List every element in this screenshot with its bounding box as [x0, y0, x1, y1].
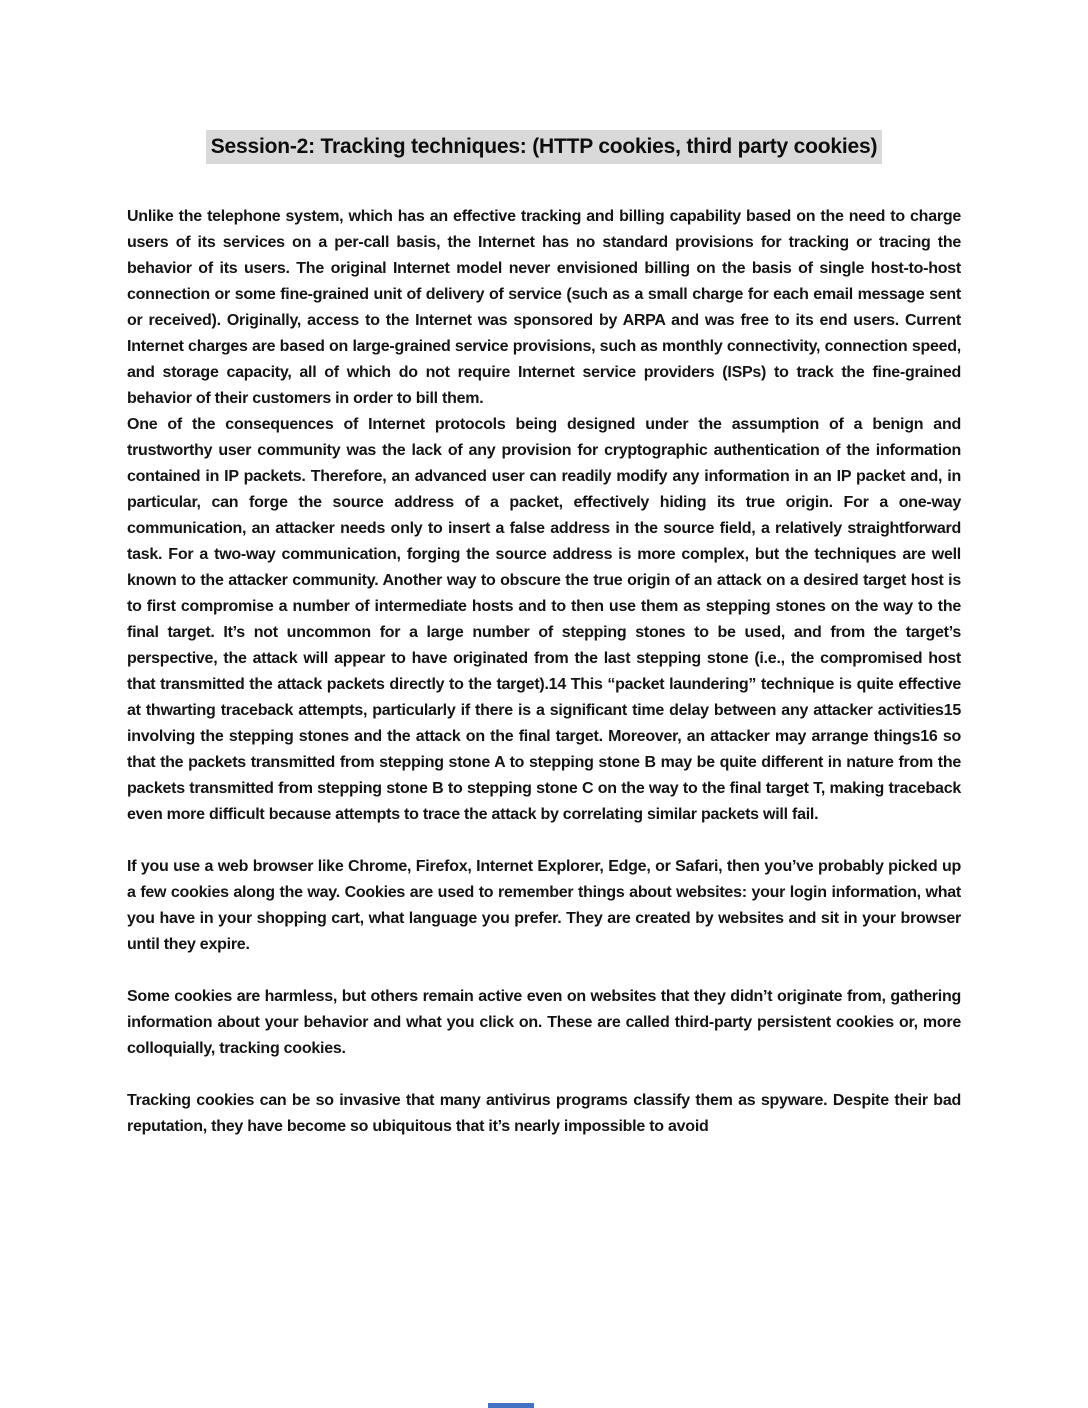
paragraph-internet-billing: Unlike the telephone system, which has an effective tracking and billing capability based on the need to charge users of its services on a per-call basis, the Internet has no standard provisions for tracking or tracing the behavior of its users. The original Internet model never envisioned billing on the basis of single host-to-host connection or some fine-grained unit of delivery of service (such as a small charge for each email message sent or received). Originally, access to the Internet was sponsored by ARPA and was free to its end users. Current Internet charges are based on large-grained service provisions, such as monthly connectivity, connection speed, and storage capacity, all of which do not require Internet service providers (ISPs) to track the fine-grained behavior of their customers in order to bill them. [127, 208, 961, 407]
document-title: Session-2: Tracking techniques: (HTTP cookies, third party cookies) [206, 130, 883, 164]
paragraph-browser-cookies: If you use a web browser like Chrome, Firefox, Internet Explorer, Edge, or Safari, then you’ve probably picked up a few cookies along the way. Cookies are used to remember things about websites: your login information, what you have in your shopping cart, what language you prefer. They are created by websites and sit in your browser until they expire. [127, 858, 961, 953]
next-page-peek-artifact [488, 1403, 534, 1408]
paragraph-tracking-cookies-spyware: Tracking cookies can be so invasive that many antivirus programs classify them as spyware. Despite their bad reputation, they have become so ubiquitous that it’s nearly impossible to avoid [127, 1092, 961, 1135]
document-content [127, 130, 961, 1140]
title-row [127, 130, 961, 164]
paragraph-tracking-cookies-definition: Some cookies are harmless, but others remain active even on websites that they didn’t originate from, gathering information about your behavior and what you click on. These are called third-party persistent cookies or, more colloquially, tracking cookies. [127, 988, 961, 1057]
paragraph-ip-spoofing-stepping-stones: One of the consequences of Internet protocols being designed under the assumption of a benign and trustworthy user community was the lack of any provision for cryptographic authentication of the information contained in IP packets. Therefore, an advanced user can readily modify any information in an IP packet and, in particular, can forge the source address of a packet, effectively hiding its true origin. For a one-way communication, an attacker needs only to insert a false address in the source field, a relatively straightforward task. For a two-way communication, forging the source address is more complex, but the techniques are well known to the attacker community. Another way to obscure the true origin of an attack on a desired target host is to first compromise a number of intermediate hosts and to then use them as stepping stones on the way to the final target. It’s not uncommon for a large number of stepping stones to be used, and from the target’s perspective, the attack will appear to have originated from the last stepping stone (i.e., the compromised host that transmitted the attack packets directly to the target).14 This “packet laundering” technique is quite effective at thwarting traceback attempts, particularly if there is a significant time delay between any attacker activities15 involving the stepping stones and the attack on the final target. Moreover, an attacker may arrange things16 so that the packets transmitted from stepping stone A to stepping stone B may be quite different in nature from the packets transmitted from stepping stone B to stepping stone C on the way to the final target T, making traceback even more difficult because attempts to trace the attack by correlating similar packets will fail. [127, 416, 961, 823]
